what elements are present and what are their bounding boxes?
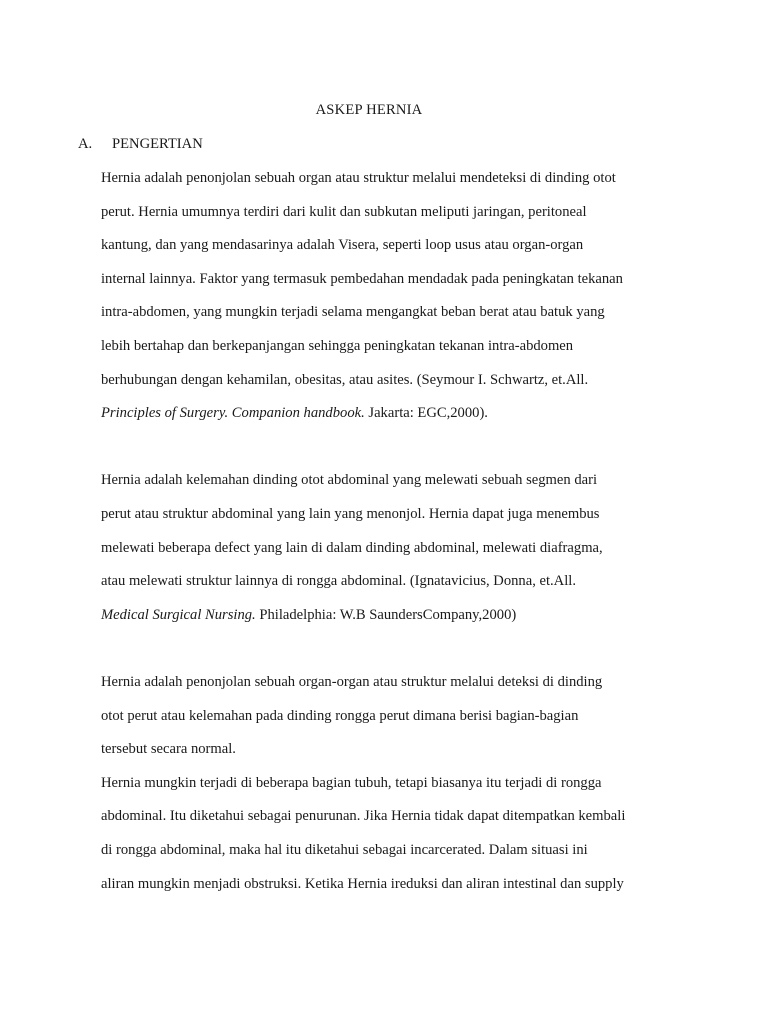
paragraph-line: aliran mungkin menjadi obstruksi. Ketika Hernia ireduksi dan aliran intestinal dan supply	[101, 876, 624, 892]
section-label: PENGERTIAN	[112, 136, 203, 152]
paragraph-line: Hernia mungkin terjadi di beberapa bagian tubuh, tetapi biasanya itu terjadi di rongga	[101, 775, 602, 791]
paragraph-line: kantung, dan yang mendasarinya adalah Visera, seperti loop usus atau organ-organ	[101, 237, 584, 253]
paragraph-line: Hernia adalah penonjolan sebuah organ-organ atau struktur melalui deteksi di dinding	[101, 674, 603, 690]
section-heading	[78, 136, 203, 153]
citation-title: Medical Surgical Nursing.	[101, 607, 256, 623]
citation-line	[101, 405, 488, 422]
paragraph-line: internal lainnya. Faktor yang termasuk pembedahan mendadak pada peningkatan tekanan	[101, 271, 623, 287]
section-number: A.	[78, 136, 93, 152]
paragraph-line: intra-abdomen, yang mungkin terjadi selama mengangkat beban berat atau batuk yang	[101, 304, 605, 320]
citation-publisher: Philadelphia: W.B SaundersCompany,2000)	[255, 607, 517, 623]
citation-publisher: Jakarta: EGC,2000).	[364, 405, 488, 421]
paragraph-line: lebih bertahap dan berkepanjangan sehingga peningkatan tekanan intra-abdomen	[101, 338, 574, 354]
paragraph-line: perut. Hernia umumnya terdiri dari kulit dan subkutan meliputi jaringan, peritoneal	[101, 204, 587, 220]
paragraph-line: melewati beberapa defect yang lain di dalam dinding abdominal, melewati diafragma,	[101, 540, 603, 556]
paragraph-line: Hernia adalah penonjolan sebuah organ atau struktur melalui mendeteksi di dinding otot	[101, 170, 616, 186]
paragraph-line: abdominal. Itu diketahui sebagai penurunan. Jika Hernia tidak dapat ditempatkan kembali	[101, 808, 626, 824]
paragraph-line: berhubungan dengan kehamilan, obesitas, atau asites. (Seymour I. Schwartz, et.All.	[101, 372, 589, 388]
paragraph-line: otot perut atau kelemahan pada dinding rongga perut dimana berisi bagian-bagian	[101, 708, 579, 724]
paragraph-line: di rongga abdominal, maka hal itu diketahui sebagai incarcerated. Dalam situasi ini	[101, 842, 588, 858]
paragraph-line: Hernia adalah kelemahan dinding otot abdominal yang melewati sebuah segmen dari	[101, 472, 598, 488]
document-title: ASKEP HERNIA	[315, 102, 423, 118]
paragraph-line: perut atau struktur abdominal yang lain yang menonjol. Hernia dapat juga menembus	[101, 506, 600, 522]
citation-title: Principles of Surgery. Companion handbook.	[101, 405, 365, 421]
paragraph-line: atau melewati struktur lainnya di rongga abdominal. (Ignatavicius, Donna, et.All.	[101, 573, 576, 589]
paragraph-line: tersebut secara normal.	[101, 741, 236, 757]
citation-line	[101, 607, 516, 624]
